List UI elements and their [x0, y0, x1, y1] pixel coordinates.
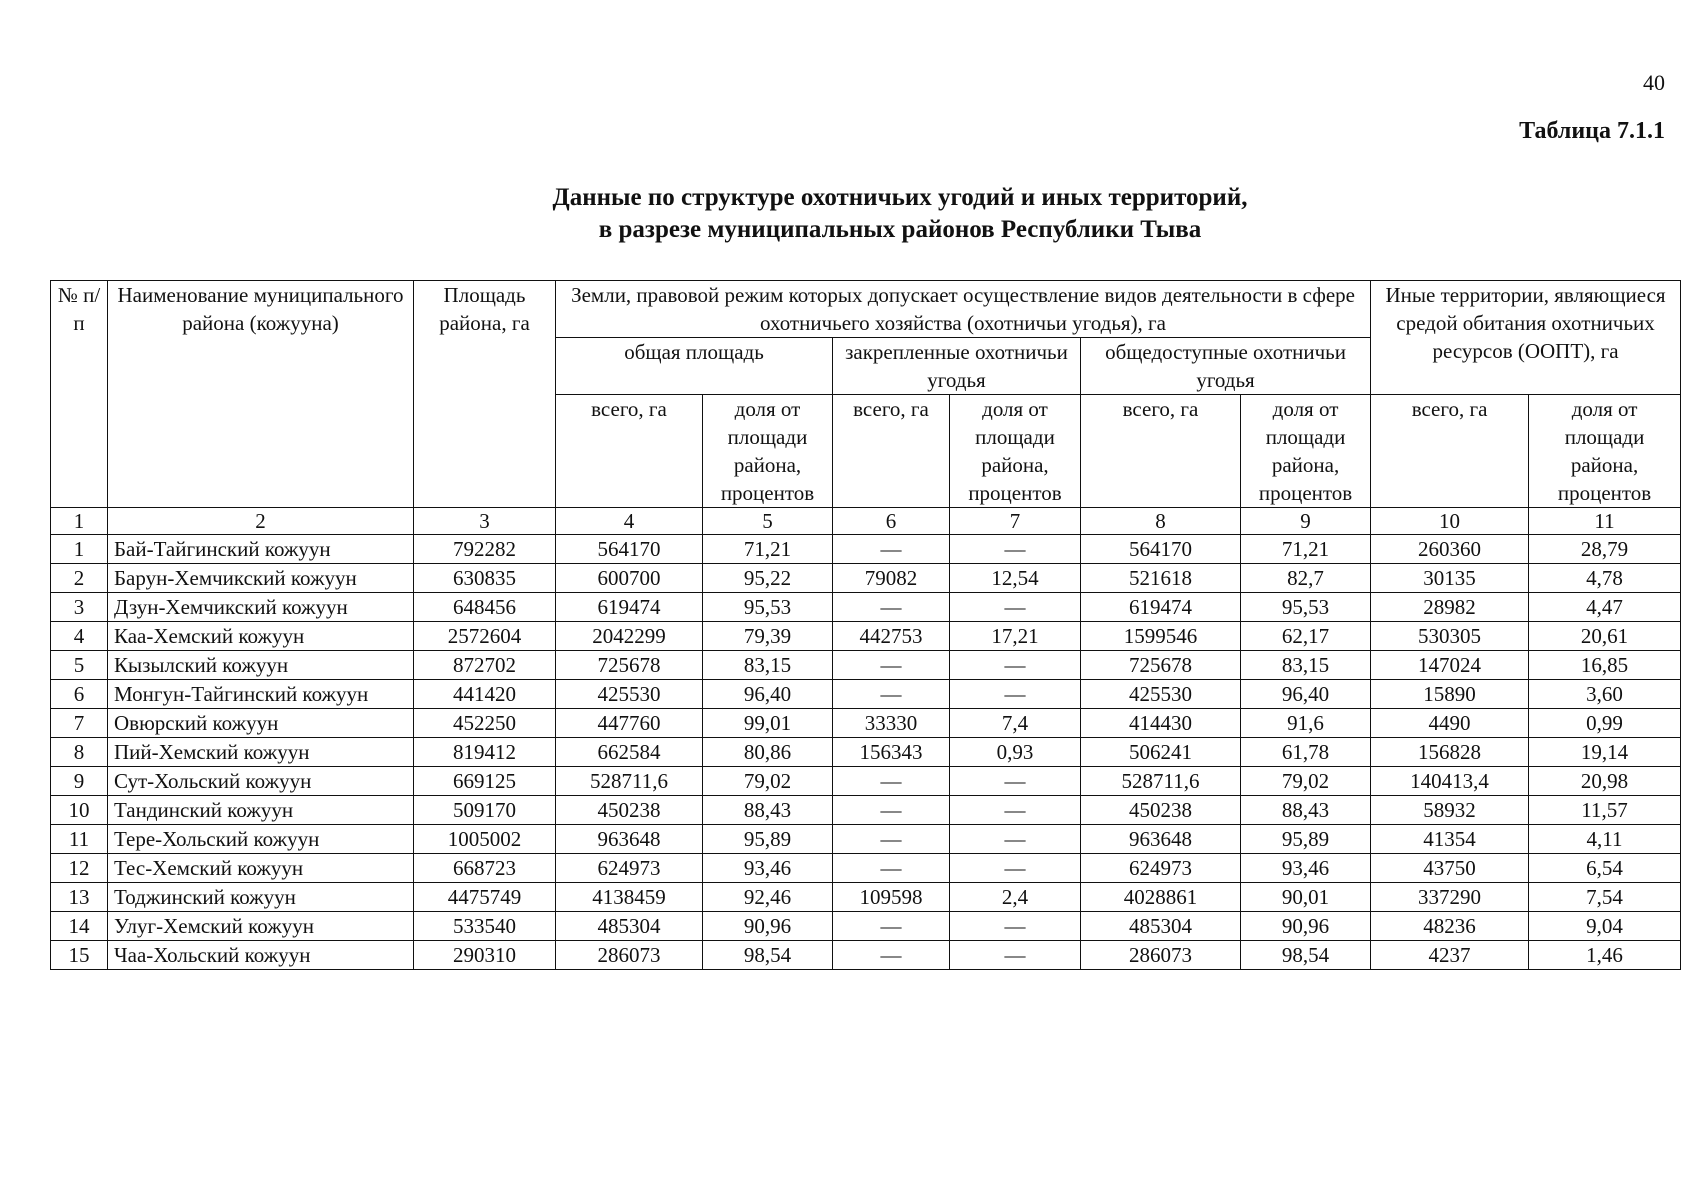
column-number: 2	[108, 508, 414, 535]
column-number: 3	[414, 508, 556, 535]
value-cell: 450238	[1081, 796, 1241, 825]
value-cell: 662584	[556, 738, 703, 767]
row-number-cell: 13	[51, 883, 108, 912]
value-cell: —	[950, 912, 1081, 941]
row-number-cell: 4	[51, 622, 108, 651]
value-cell: 425530	[1081, 680, 1241, 709]
column-number: 9	[1241, 508, 1371, 535]
value-cell: 725678	[1081, 651, 1241, 680]
table-row	[51, 941, 1681, 970]
value-cell: 79,02	[703, 767, 833, 796]
district-name-cell: Бай-Тайгинский кожуун	[108, 535, 414, 564]
value-cell: 79,02	[1241, 767, 1371, 796]
value-cell: 98,54	[703, 941, 833, 970]
value-cell: 506241	[1081, 738, 1241, 767]
value-cell: 725678	[556, 651, 703, 680]
value-cell: 83,15	[703, 651, 833, 680]
row-number-cell: 9	[51, 767, 108, 796]
header-share: доля от площади района, процентов	[950, 395, 1081, 508]
value-cell: 425530	[556, 680, 703, 709]
title-line-2: в разрезе муниципальных районов Республики Тыва	[598, 216, 1202, 243]
value-cell: 20,61	[1529, 622, 1681, 651]
district-name-cell: Чаа-Хольский кожуун	[108, 941, 414, 970]
value-cell: 4237	[1371, 941, 1529, 970]
value-cell: 6,54	[1529, 854, 1681, 883]
value-cell: 147024	[1371, 651, 1529, 680]
district-name-cell: Дзун-Хемчикский кожуун	[108, 593, 414, 622]
header-share: доля от площади района, процентов	[1529, 395, 1681, 508]
value-cell: 260360	[1371, 535, 1529, 564]
value-cell: 95,89	[703, 825, 833, 854]
table-row	[51, 825, 1681, 854]
value-cell: —	[833, 651, 950, 680]
value-cell: 156343	[833, 738, 950, 767]
value-cell: 0,99	[1529, 709, 1681, 738]
value-cell: 530305	[1371, 622, 1529, 651]
value-cell: 99,01	[703, 709, 833, 738]
district-name-cell: Монгун-Тайгинский кожуун	[108, 680, 414, 709]
value-cell: 564170	[1081, 535, 1241, 564]
value-cell: 80,86	[703, 738, 833, 767]
title-line-1: Данные по структуре охотничьих угодий и иных территорий,	[552, 184, 1248, 211]
value-cell: 90,01	[1241, 883, 1371, 912]
district-name-cell: Каа-Хемский кожуун	[108, 622, 414, 651]
row-number-cell: 10	[51, 796, 108, 825]
value-cell: 648456	[414, 593, 556, 622]
table-row	[51, 767, 1681, 796]
header-public: общедоступные охотничьи угодья	[1081, 338, 1371, 395]
value-cell: 19,14	[1529, 738, 1681, 767]
value-cell: 9,04	[1529, 912, 1681, 941]
district-name-cell: Тоджинский кожуун	[108, 883, 414, 912]
header-lands: Земли, правовой режим которых допускает осуществление видов деятельности в сфере охотничьего хозяйства (охотничьи угодья), га	[556, 281, 1371, 338]
table-row	[51, 622, 1681, 651]
column-number: 5	[703, 508, 833, 535]
value-cell: 630835	[414, 564, 556, 593]
value-cell: 452250	[414, 709, 556, 738]
table-row	[51, 912, 1681, 941]
value-cell: 95,53	[1241, 593, 1371, 622]
column-number: 6	[833, 508, 950, 535]
value-cell: 0,93	[950, 738, 1081, 767]
row-number-cell: 15	[51, 941, 108, 970]
value-cell: 442753	[833, 622, 950, 651]
value-cell: 564170	[556, 535, 703, 564]
value-cell: 95,22	[703, 564, 833, 593]
value-cell: 792282	[414, 535, 556, 564]
value-cell: —	[950, 825, 1081, 854]
value-cell: 624973	[1081, 854, 1241, 883]
value-cell: —	[833, 825, 950, 854]
value-cell: —	[950, 680, 1081, 709]
value-cell: —	[950, 535, 1081, 564]
table-row	[51, 738, 1681, 767]
value-cell: 58932	[1371, 796, 1529, 825]
value-cell: 619474	[1081, 593, 1241, 622]
value-cell: 91,6	[1241, 709, 1371, 738]
header-name: Наименование муниципального района (кожууна)	[108, 281, 414, 508]
value-cell: 669125	[414, 767, 556, 796]
header-total-area: общая площадь	[556, 338, 833, 395]
value-cell: 62,17	[1241, 622, 1371, 651]
value-cell: 41354	[1371, 825, 1529, 854]
header-total-ha: всего, га	[833, 395, 950, 508]
value-cell: —	[833, 796, 950, 825]
value-cell: —	[950, 651, 1081, 680]
value-cell: 4,11	[1529, 825, 1681, 854]
value-cell: 441420	[414, 680, 556, 709]
header-other: Иные территории, являющиеся средой обитания охотничьих ресурсов (ООПТ), га	[1371, 281, 1681, 395]
value-cell: 95,89	[1241, 825, 1371, 854]
district-name-cell: Барун-Хемчикский кожуун	[108, 564, 414, 593]
value-cell: 528711,6	[556, 767, 703, 796]
table-row	[51, 883, 1681, 912]
value-cell: 600700	[556, 564, 703, 593]
value-cell: 79082	[833, 564, 950, 593]
value-cell: 140413,4	[1371, 767, 1529, 796]
value-cell: 337290	[1371, 883, 1529, 912]
value-cell: 95,53	[703, 593, 833, 622]
value-cell: —	[833, 941, 950, 970]
table-body	[51, 508, 1681, 970]
value-cell: 450238	[556, 796, 703, 825]
district-name-cell: Кызылский кожуун	[108, 651, 414, 680]
value-cell: 93,46	[703, 854, 833, 883]
value-cell: 3,60	[1529, 680, 1681, 709]
value-cell: 4028861	[1081, 883, 1241, 912]
district-name-cell: Улуг-Хемский кожуун	[108, 912, 414, 941]
value-cell: 79,39	[703, 622, 833, 651]
value-cell: 872702	[414, 651, 556, 680]
value-cell: 2042299	[556, 622, 703, 651]
value-cell: 61,78	[1241, 738, 1371, 767]
value-cell: 4,78	[1529, 564, 1681, 593]
value-cell: 20,98	[1529, 767, 1681, 796]
district-name-cell: Тандинский кожуун	[108, 796, 414, 825]
column-number: 10	[1371, 508, 1529, 535]
value-cell: —	[833, 593, 950, 622]
value-cell: —	[833, 854, 950, 883]
table-label: Таблица 7.1.1	[1519, 118, 1665, 144]
value-cell: 33330	[833, 709, 950, 738]
value-cell: —	[833, 680, 950, 709]
value-cell: 92,46	[703, 883, 833, 912]
value-cell: 96,40	[703, 680, 833, 709]
value-cell: 12,54	[950, 564, 1081, 593]
column-number: 11	[1529, 508, 1681, 535]
value-cell: 2572604	[414, 622, 556, 651]
header-share: доля от площади района, процентов	[703, 395, 833, 508]
value-cell: 1,46	[1529, 941, 1681, 970]
value-cell: —	[833, 535, 950, 564]
value-cell: —	[950, 941, 1081, 970]
header-total-ha: всего, га	[1371, 395, 1529, 508]
value-cell: —	[950, 767, 1081, 796]
column-number: 1	[51, 508, 108, 535]
value-cell: 290310	[414, 941, 556, 970]
value-cell: 98,54	[1241, 941, 1371, 970]
document-title	[0, 182, 1697, 246]
table-row	[51, 796, 1681, 825]
value-cell: 90,96	[703, 912, 833, 941]
column-number-row	[51, 508, 1681, 535]
value-cell: 286073	[556, 941, 703, 970]
row-number-cell: 11	[51, 825, 108, 854]
value-cell: 4,47	[1529, 593, 1681, 622]
value-cell: 7,54	[1529, 883, 1681, 912]
table-row	[51, 564, 1681, 593]
value-cell: 533540	[414, 912, 556, 941]
value-cell: 4138459	[556, 883, 703, 912]
value-cell: —	[950, 854, 1081, 883]
value-cell: 88,43	[1241, 796, 1371, 825]
row-number-cell: 14	[51, 912, 108, 941]
column-number: 4	[556, 508, 703, 535]
district-name-cell: Пий-Хемский кожуун	[108, 738, 414, 767]
district-name-cell: Тере-Хольский кожуун	[108, 825, 414, 854]
table-row	[51, 680, 1681, 709]
row-number-cell: 3	[51, 593, 108, 622]
row-number-cell: 2	[51, 564, 108, 593]
hunting-lands-table	[50, 280, 1681, 970]
value-cell: 28,79	[1529, 535, 1681, 564]
district-name-cell: Овюрский кожуун	[108, 709, 414, 738]
value-cell: 963648	[1081, 825, 1241, 854]
header-share: доля от площади района, процентов	[1241, 395, 1371, 508]
header-assigned: закрепленные охотничьи угодья	[833, 338, 1081, 395]
value-cell: 90,96	[1241, 912, 1371, 941]
value-cell: —	[833, 912, 950, 941]
value-cell: 30135	[1371, 564, 1529, 593]
row-number-cell: 5	[51, 651, 108, 680]
row-number-cell: 8	[51, 738, 108, 767]
row-number-cell: 7	[51, 709, 108, 738]
value-cell: 156828	[1371, 738, 1529, 767]
value-cell: 48236	[1371, 912, 1529, 941]
value-cell: 83,15	[1241, 651, 1371, 680]
value-cell: 71,21	[1241, 535, 1371, 564]
value-cell: 17,21	[950, 622, 1081, 651]
value-cell: 88,43	[703, 796, 833, 825]
column-number: 8	[1081, 508, 1241, 535]
page-number: 40	[1643, 70, 1665, 95]
value-cell: 43750	[1371, 854, 1529, 883]
value-cell: 447760	[556, 709, 703, 738]
value-cell: 16,85	[1529, 651, 1681, 680]
value-cell: 96,40	[1241, 680, 1371, 709]
value-cell: 4490	[1371, 709, 1529, 738]
row-number-cell: 6	[51, 680, 108, 709]
value-cell: 819412	[414, 738, 556, 767]
header-total-ha: всего, га	[556, 395, 703, 508]
value-cell: 521618	[1081, 564, 1241, 593]
header-num: № п/п	[51, 281, 108, 508]
row-number-cell: 1	[51, 535, 108, 564]
value-cell: 509170	[414, 796, 556, 825]
value-cell: —	[833, 767, 950, 796]
value-cell: 619474	[556, 593, 703, 622]
value-cell: 15890	[1371, 680, 1529, 709]
value-cell: 28982	[1371, 593, 1529, 622]
value-cell: 71,21	[703, 535, 833, 564]
table-row	[51, 854, 1681, 883]
value-cell: 963648	[556, 825, 703, 854]
value-cell: 109598	[833, 883, 950, 912]
value-cell: 82,7	[1241, 564, 1371, 593]
table-row	[51, 593, 1681, 622]
table-row	[51, 535, 1681, 564]
column-number: 7	[950, 508, 1081, 535]
header-area: Площадь района, га	[414, 281, 556, 508]
row-number-cell: 12	[51, 854, 108, 883]
value-cell: 7,4	[950, 709, 1081, 738]
value-cell: 11,57	[1529, 796, 1681, 825]
value-cell: 1599546	[1081, 622, 1241, 651]
district-name-cell: Тес-Хемский кожуун	[108, 854, 414, 883]
value-cell: 2,4	[950, 883, 1081, 912]
value-cell: 4475749	[414, 883, 556, 912]
value-cell: 624973	[556, 854, 703, 883]
value-cell: 286073	[1081, 941, 1241, 970]
table-row	[51, 709, 1681, 738]
header-total-ha: всего, га	[1081, 395, 1241, 508]
value-cell: —	[950, 593, 1081, 622]
value-cell: 93,46	[1241, 854, 1371, 883]
value-cell: 485304	[1081, 912, 1241, 941]
value-cell: 528711,6	[1081, 767, 1241, 796]
value-cell: 668723	[414, 854, 556, 883]
value-cell: 414430	[1081, 709, 1241, 738]
district-name-cell: Сут-Хольский кожуун	[108, 767, 414, 796]
value-cell: 485304	[556, 912, 703, 941]
value-cell: —	[950, 796, 1081, 825]
value-cell: 1005002	[414, 825, 556, 854]
table-row	[51, 651, 1681, 680]
